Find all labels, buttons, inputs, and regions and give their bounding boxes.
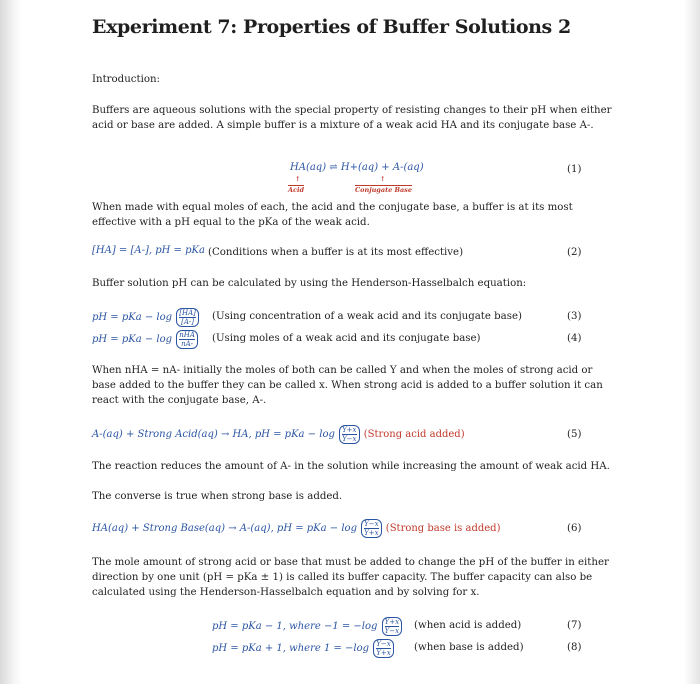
eq1-acid-label: Acid (288, 186, 305, 194)
equation-5-text: A-(aq) + Strong Acid(aq) → HA, pH = pKa − log (92, 429, 335, 440)
equation-3-text: pH = pKa − log (92, 312, 173, 323)
equation-5-number: (5) (567, 429, 582, 440)
equation-6-number: (6) (567, 523, 582, 534)
intro-heading: Introduction: (92, 74, 160, 85)
paragraph-buffer-capacity: The mole amount of strong acid or base that must be added to change the pH of the buffer in either direction by one unit (pH = pKa ± 1) is called its buffer capacity. The buffer capacity can also be calculated using the Henderson-Hasselbalch equation and by solving for x. (92, 557, 609, 598)
equation-4 (92, 330, 199, 349)
equation-2-number: (2) (567, 247, 582, 258)
equation-8-number: (8) (567, 642, 582, 653)
page-right-shadow (684, 0, 700, 684)
equation-3-note: (Using concentration of a weak acid and its conjugate base) (212, 311, 522, 322)
equation-1: HA(aq) ⇌ H+(aq) + A-(aq) (290, 162, 424, 173)
paragraph-moles-Y-x: When nHA = nA- initially the moles of both can be called Y and when the moles of strong acid or base added to the buffer they can be called x. When strong acid is added to a buffer solution it can react with the conjugate base, A-. (92, 365, 603, 406)
intro-paragraph: Buffers are aqueous solutions with the special property of resisting changes to their pH when either acid or base are added. A simple buffer is a mixture of a weak acid HA and its conjugate base A-. (92, 105, 612, 131)
equation-3-number: (3) (567, 311, 582, 322)
page-left-shadow (0, 0, 22, 684)
equation-7-note: (when acid is added) (414, 620, 522, 631)
equation-1-number: (1) (567, 164, 582, 175)
equation-2: [HA] = [A-], pH = pKa (92, 245, 205, 256)
equation-4-number: (4) (567, 333, 582, 344)
equation-6-note: (Strong base is added) (385, 523, 501, 534)
equation-6-fraction: $\frac{Y-x}{Y+x}$ (361, 519, 381, 538)
equation-7-text: pH = pKa − 1, where −1 = −log (212, 621, 378, 632)
equation-4-note: (Using moles of a weak acid and its conjugate base) (212, 333, 481, 344)
paragraph-reaction-reduces: The reaction reduces the amount of A- in the solution while increasing the amount of weak acid HA. (92, 461, 610, 472)
equation-5-fraction: $\frac{Y+x}{Y-x}$ (339, 425, 359, 444)
equation-2-note: (Conditions when a buffer is at its most effective) (208, 247, 464, 258)
paragraph-henderson: Buffer solution pH can be calculated by using the Henderson-Hasselbalch equation: (92, 278, 527, 289)
equation-8-text: pH = pKa + 1, where 1 = −log (212, 643, 370, 654)
page-title: Experiment 7: Properties of Buffer Solutions 2 (92, 16, 571, 38)
equation-7-fraction: $\frac{Y+x}{Y-x}$ (382, 617, 402, 636)
eq1-base-arrow: ↑ (380, 175, 386, 183)
equation-7 (212, 617, 403, 636)
paragraph-equal-moles: When made with equal moles of each, the acid and the conjugate base, a buffer is at its most effective with a pH equal to the pKa of the weak acid. (92, 202, 573, 228)
eq1-base-label: Conjugate Base (355, 186, 412, 194)
equation-5 (92, 425, 465, 444)
equation-8 (212, 639, 395, 658)
equation-5-note: (Strong acid added) (363, 429, 465, 440)
equation-8-fraction: $\frac{Y-x}{Y+x}$ (373, 639, 393, 658)
equation-7-number: (7) (567, 620, 582, 631)
equation-3-fraction: $\frac{[HA]}{[A-]}$ (176, 308, 199, 327)
equation-3 (92, 308, 200, 327)
paragraph-converse: The converse is true when strong base is added. (92, 491, 343, 502)
equation-4-text: pH = pKa − log (92, 334, 173, 345)
equation-8-note: (when base is added) (414, 642, 524, 653)
equation-6-text: HA(aq) + Strong Base(aq) → A-(aq), pH = pKa − log (92, 523, 357, 534)
eq1-acid-arrow: ↑ (295, 175, 301, 183)
equation-4-fraction: $\frac{\text{nHA}}{nA-}$ (176, 330, 198, 349)
equation-6 (92, 519, 500, 538)
